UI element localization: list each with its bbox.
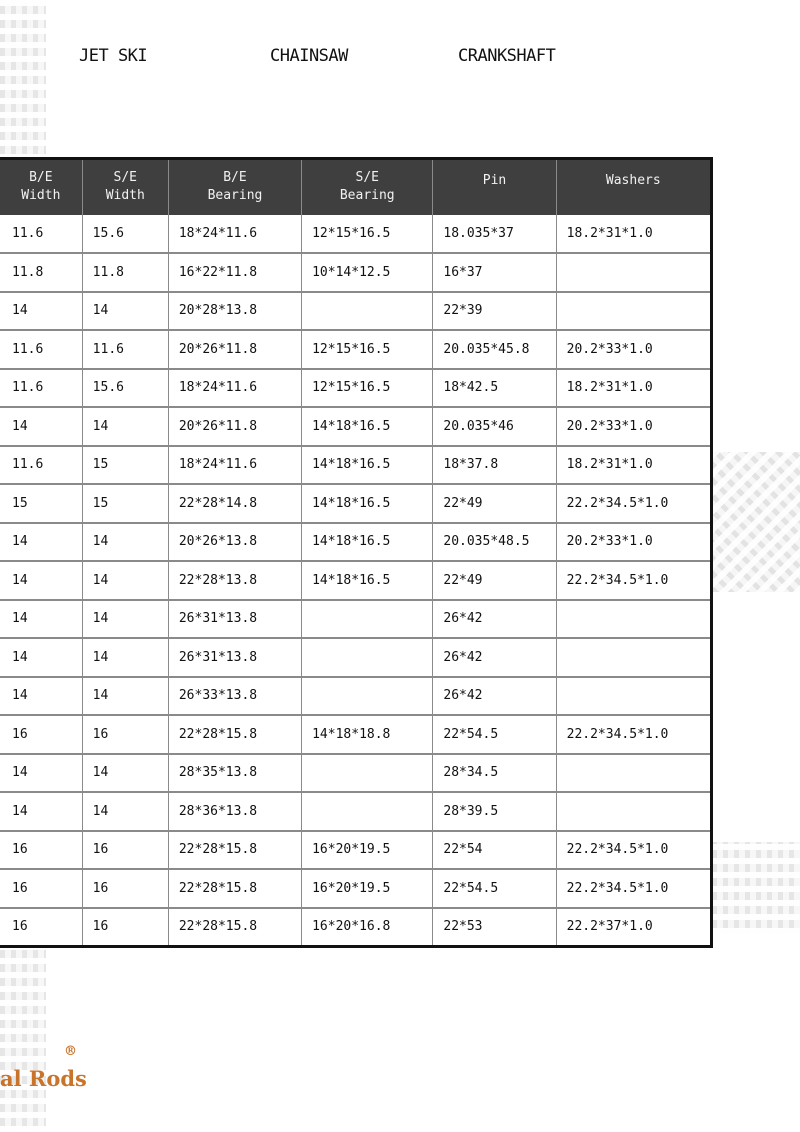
cell-se-bearing: 14*18*16.5 — [302, 484, 433, 523]
cell-be-bearing: 20*28*13.8 — [168, 292, 301, 331]
cell-be-width: 11.6 — [0, 446, 82, 485]
cell-be-bearing: 18*24*11.6 — [168, 215, 301, 254]
cell-pin: 22*54.5 — [433, 715, 556, 754]
cell-se-bearing: 14*18*16.5 — [302, 446, 433, 485]
tire-track-decoration — [0, 948, 46, 1132]
cell-be-bearing: 28*35*13.8 — [168, 754, 301, 793]
cell-se-width: 16 — [82, 908, 168, 947]
header-washers: Washers — [556, 159, 711, 215]
cell-be-bearing: 26*31*13.8 — [168, 638, 301, 677]
table-row — [0, 446, 712, 485]
cell-se-width: 15 — [82, 446, 168, 485]
cell-se-width: 16 — [82, 869, 168, 908]
cell-pin: 20.035*46 — [433, 407, 556, 446]
table-row — [0, 754, 712, 793]
cell-washers — [556, 253, 711, 292]
cell-se-bearing — [302, 677, 433, 716]
cell-be-bearing: 22*28*13.8 — [168, 561, 301, 600]
cell-be-bearing: 20*26*13.8 — [168, 523, 301, 562]
cell-washers: 22.2*34.5*1.0 — [556, 561, 711, 600]
cell-washers — [556, 792, 711, 831]
category-header — [0, 46, 800, 70]
table-row — [0, 600, 712, 639]
cell-washers: 20.2*33*1.0 — [556, 523, 711, 562]
cell-se-bearing: 12*15*16.5 — [302, 330, 433, 369]
cell-pin: 26*42 — [433, 600, 556, 639]
cell-se-width: 14 — [82, 407, 168, 446]
registered-mark: ® — [64, 1044, 77, 1059]
cell-washers: 22.2*34.5*1.0 — [556, 484, 711, 523]
brand-text: al Rods — [0, 1066, 87, 1091]
table-row — [0, 407, 712, 446]
cell-pin: 18*37.8 — [433, 446, 556, 485]
cell-washers: 20.2*33*1.0 — [556, 330, 711, 369]
category-jet-ski: JET SKI — [79, 46, 148, 66]
cell-be-width: 16 — [0, 908, 82, 947]
cell-se-bearing — [302, 792, 433, 831]
cell-se-bearing: 16*20*19.5 — [302, 831, 433, 870]
cell-washers: 18.2*31*1.0 — [556, 446, 711, 485]
cell-pin: 22*53 — [433, 908, 556, 947]
cell-se-width: 14 — [82, 792, 168, 831]
table-header-row — [0, 159, 712, 215]
cell-se-width: 14 — [82, 754, 168, 793]
cell-be-bearing: 18*24*11.6 — [168, 369, 301, 408]
cell-washers — [556, 638, 711, 677]
table-row — [0, 292, 712, 331]
cell-be-width: 14 — [0, 677, 82, 716]
tire-track-decoration — [0, 0, 46, 160]
cell-pin: 18.035*37 — [433, 215, 556, 254]
brand-logo — [0, 1044, 87, 1092]
cell-pin: 28*34.5 — [433, 754, 556, 793]
cell-be-width: 14 — [0, 600, 82, 639]
cell-washers: 22.2*34.5*1.0 — [556, 715, 711, 754]
cell-pin: 22*49 — [433, 561, 556, 600]
cell-be-width: 11.8 — [0, 253, 82, 292]
cell-washers: 22.2*37*1.0 — [556, 908, 711, 947]
table-row — [0, 715, 712, 754]
category-chainsaw: CHAINSAW — [270, 46, 348, 66]
table-row — [0, 638, 712, 677]
table-row — [0, 523, 712, 562]
cell-se-width: 14 — [82, 638, 168, 677]
cell-be-bearing: 26*31*13.8 — [168, 600, 301, 639]
cell-be-width: 14 — [0, 292, 82, 331]
table-row — [0, 215, 712, 254]
cell-se-bearing: 16*20*19.5 — [302, 869, 433, 908]
cell-be-width: 14 — [0, 754, 82, 793]
cell-pin: 20.035*48.5 — [433, 523, 556, 562]
cell-pin: 18*42.5 — [433, 369, 556, 408]
cell-washers: 22.2*34.5*1.0 — [556, 831, 711, 870]
cell-washers — [556, 600, 711, 639]
cell-se-width: 16 — [82, 715, 168, 754]
cell-be-width: 11.6 — [0, 330, 82, 369]
table-row — [0, 253, 712, 292]
header-pin: Pin — [433, 159, 556, 215]
table-row — [0, 869, 712, 908]
cell-se-bearing: 14*18*16.5 — [302, 561, 433, 600]
cell-be-width: 11.6 — [0, 369, 82, 408]
table-row — [0, 677, 712, 716]
cell-se-bearing: 16*20*16.8 — [302, 908, 433, 947]
spec-table — [0, 157, 713, 948]
cell-se-width: 15.6 — [82, 215, 168, 254]
cell-se-width: 11.8 — [82, 253, 168, 292]
cell-be-bearing: 18*24*11.6 — [168, 446, 301, 485]
cell-se-bearing — [302, 638, 433, 677]
cell-be-bearing: 28*36*13.8 — [168, 792, 301, 831]
table-row — [0, 908, 712, 947]
cell-be-bearing: 22*28*15.8 — [168, 869, 301, 908]
cell-be-width: 14 — [0, 792, 82, 831]
cell-washers: 20.2*33*1.0 — [556, 407, 711, 446]
cell-pin: 22*39 — [433, 292, 556, 331]
cell-se-width: 16 — [82, 831, 168, 870]
cell-se-width: 11.6 — [82, 330, 168, 369]
cell-se-width: 15 — [82, 484, 168, 523]
cell-pin: 22*49 — [433, 484, 556, 523]
cell-washers: 18.2*31*1.0 — [556, 215, 711, 254]
cell-be-bearing: 22*28*14.8 — [168, 484, 301, 523]
cell-se-width: 14 — [82, 677, 168, 716]
cell-pin: 22*54 — [433, 831, 556, 870]
tire-track-decoration — [712, 452, 800, 592]
cell-se-width: 14 — [82, 523, 168, 562]
cell-be-bearing: 20*26*11.8 — [168, 407, 301, 446]
cell-se-bearing: 12*15*16.5 — [302, 215, 433, 254]
cell-be-bearing: 22*28*15.8 — [168, 908, 301, 947]
cell-be-width: 14 — [0, 638, 82, 677]
cell-se-bearing: 14*18*16.5 — [302, 407, 433, 446]
cell-be-width: 16 — [0, 831, 82, 870]
cell-pin: 16*37 — [433, 253, 556, 292]
table-row — [0, 831, 712, 870]
header-se-width: S/E Width — [82, 159, 168, 215]
header-se-bearing: S/E Bearing — [302, 159, 433, 215]
cell-se-bearing — [302, 292, 433, 331]
cell-be-width: 16 — [0, 869, 82, 908]
cell-be-width: 14 — [0, 407, 82, 446]
category-crankshaft: CRANKSHAFT — [458, 46, 556, 66]
cell-se-width: 14 — [82, 600, 168, 639]
cell-be-bearing: 22*28*15.8 — [168, 715, 301, 754]
cell-washers — [556, 754, 711, 793]
cell-be-bearing: 22*28*15.8 — [168, 831, 301, 870]
cell-se-bearing: 14*18*18.8 — [302, 715, 433, 754]
cell-washers — [556, 677, 711, 716]
cell-se-bearing — [302, 754, 433, 793]
tire-track-decoration — [712, 842, 800, 934]
cell-se-bearing: 12*15*16.5 — [302, 369, 433, 408]
cell-be-width: 14 — [0, 523, 82, 562]
cell-be-bearing: 16*22*11.8 — [168, 253, 301, 292]
cell-be-width: 14 — [0, 561, 82, 600]
cell-be-width: 15 — [0, 484, 82, 523]
table-body — [0, 215, 712, 947]
cell-se-width: 14 — [82, 292, 168, 331]
table-row — [0, 561, 712, 600]
cell-washers — [556, 292, 711, 331]
cell-be-width: 16 — [0, 715, 82, 754]
cell-pin: 26*42 — [433, 638, 556, 677]
table-row — [0, 792, 712, 831]
cell-pin: 22*54.5 — [433, 869, 556, 908]
table-row — [0, 369, 712, 408]
table-row — [0, 484, 712, 523]
cell-washers: 18.2*31*1.0 — [556, 369, 711, 408]
cell-se-bearing: 14*18*16.5 — [302, 523, 433, 562]
cell-be-bearing: 26*33*13.8 — [168, 677, 301, 716]
cell-se-width: 15.6 — [82, 369, 168, 408]
cell-be-width: 11.6 — [0, 215, 82, 254]
cell-pin: 20.035*45.8 — [433, 330, 556, 369]
table-row — [0, 330, 712, 369]
cell-pin: 28*39.5 — [433, 792, 556, 831]
cell-be-bearing: 20*26*11.8 — [168, 330, 301, 369]
cell-se-bearing — [302, 600, 433, 639]
cell-se-width: 14 — [82, 561, 168, 600]
cell-se-bearing: 10*14*12.5 — [302, 253, 433, 292]
cell-pin: 26*42 — [433, 677, 556, 716]
header-be-width: B/E Width — [0, 159, 82, 215]
cell-washers: 22.2*34.5*1.0 — [556, 869, 711, 908]
header-be-bearing: B/E Bearing — [168, 159, 301, 215]
